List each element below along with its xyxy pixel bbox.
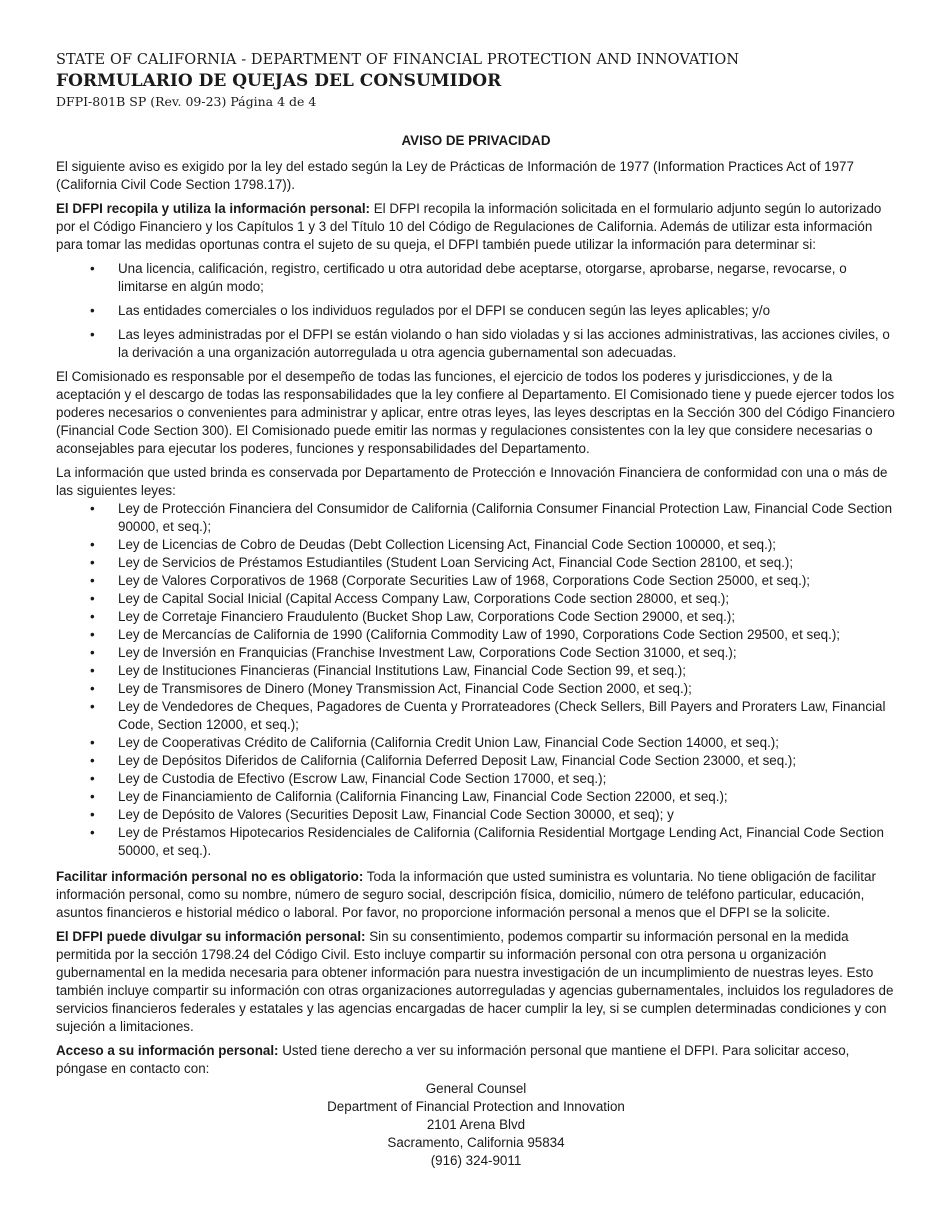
list-item-text: Ley de Protección Financiera del Consumidor de California (California Consumer Financial Protection Law, Financial Code Section 90000, et seq.); xyxy=(118,501,893,534)
access-paragraph xyxy=(56,1042,896,1078)
bullet-icon: • xyxy=(90,555,95,570)
bullet-icon: • xyxy=(90,501,95,516)
list-item-text: Ley de Capital Social Inicial (Capital Access Company Law, Corporations Code section 28000, et seq.); xyxy=(118,591,730,606)
contact-title: General Counsel xyxy=(425,1081,527,1096)
list-item-text: Las entidades comerciales o los individuos regulados por el DFPI se conducen según las leyes aplicables; y/o xyxy=(118,303,771,318)
list-item-text: Ley de Valores Corporativos de 1968 (Corporate Securities Law of 1968, Corporations Code Section 25000, et seq.); xyxy=(118,573,811,588)
contact-street: 2101 Arena Blvd xyxy=(426,1117,526,1132)
list-item xyxy=(56,698,896,734)
form-page xyxy=(56,50,896,1170)
bullet-icon: • xyxy=(90,537,95,552)
bullet-icon: • xyxy=(90,663,95,678)
contact-department: Department of Financial Protection and Innovation xyxy=(327,1099,625,1114)
form-title: FORMULARIO DE QUEJAS DEL CONSUMIDOR xyxy=(56,71,502,91)
list-item-text: Ley de Depósitos Diferidos de California (California Deferred Deposit Law, Financial Code Section 23000, et seq.); xyxy=(118,753,797,768)
list-item xyxy=(56,788,896,806)
collect-label: El DFPI recopila y utiliza la información personal: xyxy=(56,201,371,216)
list-item xyxy=(56,260,896,296)
list-item xyxy=(56,752,896,770)
list-item-text: Ley de Financiamiento de California (California Financing Law, Financial Code Section 22000, et seq.); xyxy=(118,789,728,804)
list-item-text: Ley de Préstamos Hipotecarios Residenciales de California (California Residential Mortgage Lending Act, Financial Code Section 50000, et seq.). xyxy=(118,825,884,858)
contact-address xyxy=(56,1080,896,1170)
list-item xyxy=(56,326,896,362)
list-item-text: Ley de Cooperativas Crédito de California (California Credit Union Law, Financial Code Section 14000, et seq.); xyxy=(118,735,779,750)
voluntary-label: Facilitar información personal no es obligatorio: xyxy=(56,869,364,884)
bullet-icon: • xyxy=(90,825,95,840)
bullet-icon: • xyxy=(90,735,95,750)
agency-name: STATE OF CALIFORNIA - DEPARTMENT OF FINANCIAL PROTECTION AND INNOVATION xyxy=(56,52,740,68)
notice-intro: El siguiente aviso es exigido por la ley del estado según la Ley de Prácticas de Información de 1977 (Information Practices Act of 1977 (California Civil Code Section 1798.17)). xyxy=(56,159,854,192)
list-item-text: Ley de Instituciones Financieras (Financial Institutions Law, Financial Code Section 99, et seq.); xyxy=(118,663,686,678)
list-item xyxy=(56,536,896,554)
list-item xyxy=(56,662,896,680)
bullet-icon: • xyxy=(90,771,95,786)
contact-phone: (916) 324-9011 xyxy=(430,1153,522,1168)
disclose-text: Sin su consentimiento, podemos compartir su información personal en la medida permitida por la sección 1798.24 del Código Civil. Esto incluye compartir su información personal con otra persona u organización gubernamental en la medida necesaria para obtener información para nuestra investigación de un incumplimiento de nuestras leyes. Esto también incluye compartir su información con otras organizaciones autorreguladas y agencias gubernamentales, incluidos los reguladores de servicios financieros federales y estatales y las agencias encargadas de hacer cumplir la ley, si se cumplen determinadas condiciones y con sujeción a limitaciones. xyxy=(56,929,894,1034)
disclose-label: El DFPI puede divulgar su información personal: xyxy=(56,929,366,944)
voluntary-paragraph xyxy=(56,868,896,922)
form-number: DFPI-801B SP (Rev. 09-23) Página 4 de 4 xyxy=(56,94,317,109)
list-item-text: Ley de Inversión en Franquicias (Franchise Investment Law, Corporations Code Section 31000, et seq.); xyxy=(118,645,737,660)
bullet-icon: • xyxy=(90,627,95,642)
list-item xyxy=(56,500,896,536)
list-item-text: Una licencia, calificación, registro, certificado u otra autoridad debe aceptarse, otorgarse, aprobarse, negarse, revocarse, o limitarse en algún modo; xyxy=(118,261,847,294)
list-item xyxy=(56,734,896,752)
voluntary-text: Toda la información que usted suministra es voluntaria. No tiene obligación de facilitar información personal, como su nombre, número de seguro social, descripción física, domicilio, número de teléfono particular, educación, asuntos financieros e historial médico o laboral. Por favor, no proporcione información personal a menos que el DFPI se la solicite. xyxy=(56,869,876,920)
access-text: Usted tiene derecho a ver su información personal que mantiene el DFPI. Para solicitar acceso, póngase en contacto con: xyxy=(56,1043,850,1076)
laws-list xyxy=(56,500,896,860)
collect-paragraph xyxy=(56,200,896,254)
bullet-icon: • xyxy=(90,789,95,804)
disclose-paragraph xyxy=(56,928,896,1036)
list-item-text: Ley de Transmisores de Dinero (Money Transmission Act, Financial Code Section 2000, et seq.); xyxy=(118,681,692,696)
list-item xyxy=(56,680,896,698)
list-item xyxy=(56,608,896,626)
list-item-text: Ley de Custodia de Efectivo (Escrow Law, Financial Code Section 17000, et seq.); xyxy=(118,771,607,786)
bullet-icon: • xyxy=(90,681,95,696)
list-item-text: Ley de Corretaje Financiero Fraudulento (Bucket Shop Law, Corporations Code Section 29000, et seq.); xyxy=(118,609,736,624)
form-header xyxy=(56,50,896,112)
notice-heading: AVISO DE PRIVACIDAD xyxy=(401,133,551,148)
list-item-text: Ley de Servicios de Préstamos Estudiantiles (Student Loan Servicing Act, Financial Code Section 28100, et seq.); xyxy=(118,555,794,570)
bullet-icon: • xyxy=(90,645,95,660)
list-item xyxy=(56,590,896,608)
contact-city: Sacramento, California 95834 xyxy=(387,1135,565,1150)
list-item xyxy=(56,626,896,644)
bullet-icon: • xyxy=(90,303,95,318)
list-item xyxy=(56,572,896,590)
bullet-icon: • xyxy=(90,753,95,768)
collect-text: El DFPI recopila la información solicitada en el formulario adjunto según lo autorizado por el Código Financiero y los Capítulos 1 y 3 del Título 10 del Código de Regulaciones de California. Además de utilizar esta información para tomar las medidas oportunas contra el sujeto de su queja, el DFPI también puede utilizar la información para determinar si: xyxy=(56,201,882,252)
list-item xyxy=(56,302,896,320)
privacy-notice xyxy=(56,132,896,1170)
determine-list xyxy=(56,260,896,362)
list-item-text: Ley de Mercancías de California de 1990 (California Commodity Law of 1990, Corporations Code Section 29500, et seq.); xyxy=(118,627,841,642)
bullet-icon: • xyxy=(90,261,95,276)
bullet-icon: • xyxy=(90,609,95,624)
bullet-icon: • xyxy=(90,807,95,822)
list-item xyxy=(56,824,896,860)
bullet-icon: • xyxy=(90,591,95,606)
bullet-icon: • xyxy=(90,573,95,588)
list-item xyxy=(56,554,896,572)
list-item xyxy=(56,806,896,824)
access-label: Acceso a su información personal: xyxy=(56,1043,279,1058)
list-item xyxy=(56,770,896,788)
list-item-text: Ley de Vendedores de Cheques, Pagadores de Cuenta y Prorrateadores (Check Sellers, Bill Payers and Proraters Law, Financial Code, Section 12000, et seq.); xyxy=(118,699,886,732)
list-item-text: Ley de Depósito de Valores (Securities Deposit Law, Financial Code Section 30000, et seq); y xyxy=(118,807,674,822)
commissioner-paragraph: El Comisionado es responsable por el desempeño de todas las funciones, el ejercicio de todos los poderes y jurisdicciones, y de la aceptación y el descargo de todas las responsabilidades que la ley confiere al Departamento. El Comisionado tiene y puede ejercer todos los poderes necesarios o convenientes para administrar y aplicar, entre otras leyes, las leyes descriptas en la Sección 300 del Código Financiero (Financial Code Section 300). El Comisionado puede emitir las normas y regulaciones consistentes con la ley que considere necesarias o aconsejables para ejecutar los poderes, funciones y responsabilidades del Departamento. xyxy=(56,369,895,456)
laws-intro: La información que usted brinda es conservada por Departamento de Protección e Innovación Financiera de conformidad con una o más de las siguientes leyes: xyxy=(56,465,888,498)
list-item-text: Ley de Licencias de Cobro de Deudas (Debt Collection Licensing Act, Financial Code Section 100000, et seq.); xyxy=(118,537,777,552)
list-item-text: Las leyes administradas por el DFPI se están violando o han sido violadas y si las acciones administrativas, las acciones civiles, o la derivación a una organización autorregulada u otra agencia gubernamental son adecuadas. xyxy=(118,327,890,360)
bullet-icon: • xyxy=(90,699,95,714)
list-item xyxy=(56,644,896,662)
bullet-icon: • xyxy=(90,327,95,342)
